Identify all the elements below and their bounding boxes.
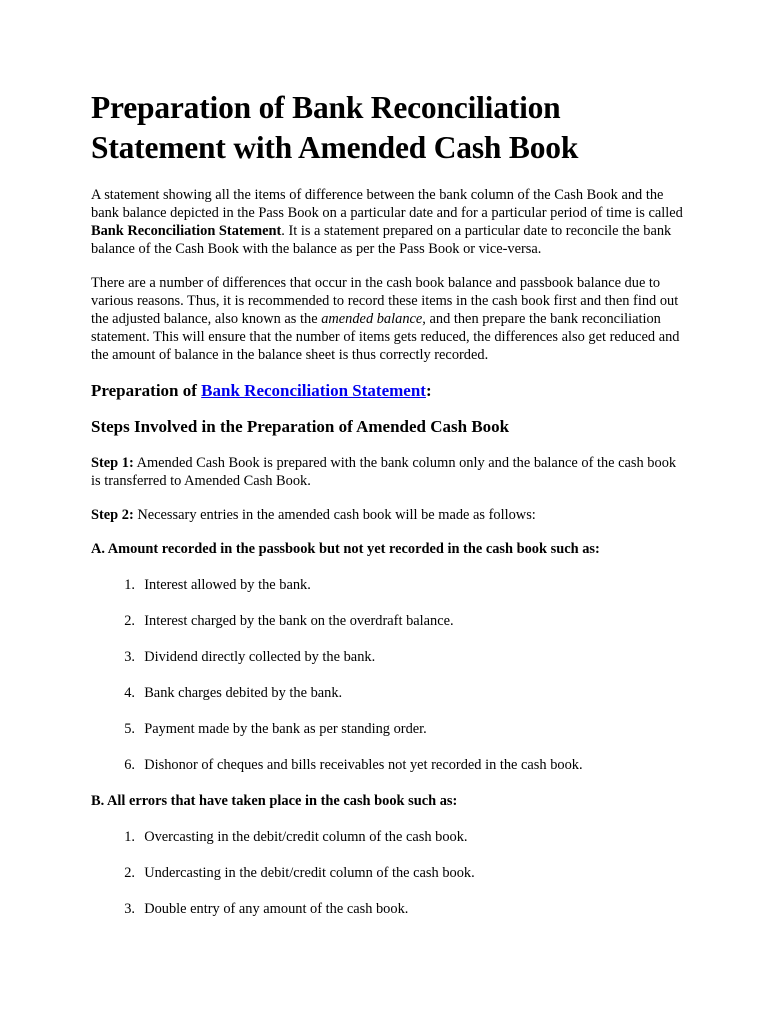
list-item-number: 5. [124, 721, 135, 737]
list-item-number: 2. [124, 613, 135, 629]
list-item-text: Bank charges debited by the bank. [144, 685, 343, 701]
intro-p1-text-a: A statement showing all the items of difference between the bank column of the Cash Book and the bank balance depicted in the Pass Book on a particular date and for a particular period of time is called [91, 187, 683, 221]
list-item-number: 6. [124, 757, 135, 773]
intro-p2-text-a: There are a number of differences that occur in the cash book balance and passbook balance due to various reasons. Thus, it is recommended to record these items in the cash book first and then find out the adjusted balance, also known as the [91, 275, 679, 327]
list-item [91, 828, 688, 846]
list-item [91, 576, 688, 594]
list-item [91, 612, 688, 630]
list-item-text: Double entry of any amount of the cash book. [144, 901, 409, 917]
preparation-heading-prefix: Preparation of [91, 381, 202, 400]
list-item-number: 4. [124, 685, 135, 701]
list-item [91, 720, 688, 738]
page-title: Preparation of Bank Reconciliation Statement with Amended Cash Book [91, 90, 579, 165]
intro-p2-italic: amended balance [321, 311, 423, 327]
bank-reconciliation-link[interactable]: Bank Reconciliation Statement [201, 381, 426, 400]
list-item-text: Payment made by the bank as per standing order. [144, 721, 427, 737]
list-item-text: Dishonor of cheques and bills receivables not yet recorded in the cash book. [144, 757, 583, 773]
list-item-number: 3. [124, 901, 135, 917]
list-item-number: 1. [124, 577, 135, 593]
list-item [91, 684, 688, 702]
section-b-heading: B. All errors that have taken place in the cash book such as: [91, 793, 458, 809]
steps-heading: Steps Involved in the Preparation of Amended Cash Book [91, 417, 510, 436]
step-1-label: Step 1: [91, 455, 134, 471]
step-1-text: Amended Cash Book is prepared with the bank column only and the balance of the cash book is transferred to Amended Cash Book. [91, 455, 677, 489]
step-2-label: Step 2: [91, 507, 134, 523]
list-item [91, 756, 688, 774]
section-a-list [91, 576, 688, 774]
list-item-text: Interest allowed by the bank. [144, 577, 311, 593]
step-2-text: Necessary entries in the amended cash book will be made as follows: [133, 507, 536, 523]
preparation-heading-suffix: : [425, 381, 432, 400]
list-item-number: 1. [124, 829, 135, 845]
intro-p1-text-b: . It is a statement prepared on a particular date to reconcile the bank balance of the Cash Book with the balance as per the Pass Book or vice-versa. [91, 223, 672, 257]
intro-p1-bold: Bank Reconciliation Statement [91, 223, 282, 239]
list-item-number: 3. [124, 649, 135, 665]
section-a-heading: A. Amount recorded in the passbook but not yet recorded in the cash book such as: [91, 541, 600, 557]
list-item-text: Interest charged by the bank on the overdraft balance. [144, 613, 454, 629]
list-item [91, 900, 688, 918]
intro-p2-text-b: , and then prepare the bank reconciliation statement. This will ensure that the number of items gets reduced, the differences also get reduced and the amount of balance in the balance sheet is thus correctly recorded. [91, 311, 680, 363]
intro-paragraph-2 [91, 274, 688, 364]
step-1-paragraph [91, 454, 688, 490]
list-item [91, 864, 688, 882]
list-item-number: 2. [124, 865, 135, 881]
preparation-heading [91, 380, 688, 402]
list-item-text: Overcasting in the debit/credit column of the cash book. [144, 829, 468, 845]
list-item [91, 648, 688, 666]
intro-paragraph-1 [91, 186, 688, 258]
list-item-text: Undercasting in the debit/credit column of the cash book. [144, 865, 475, 881]
step-2-paragraph [91, 506, 688, 524]
list-item-text: Dividend directly collected by the bank. [144, 649, 376, 665]
section-b-list [91, 828, 688, 918]
